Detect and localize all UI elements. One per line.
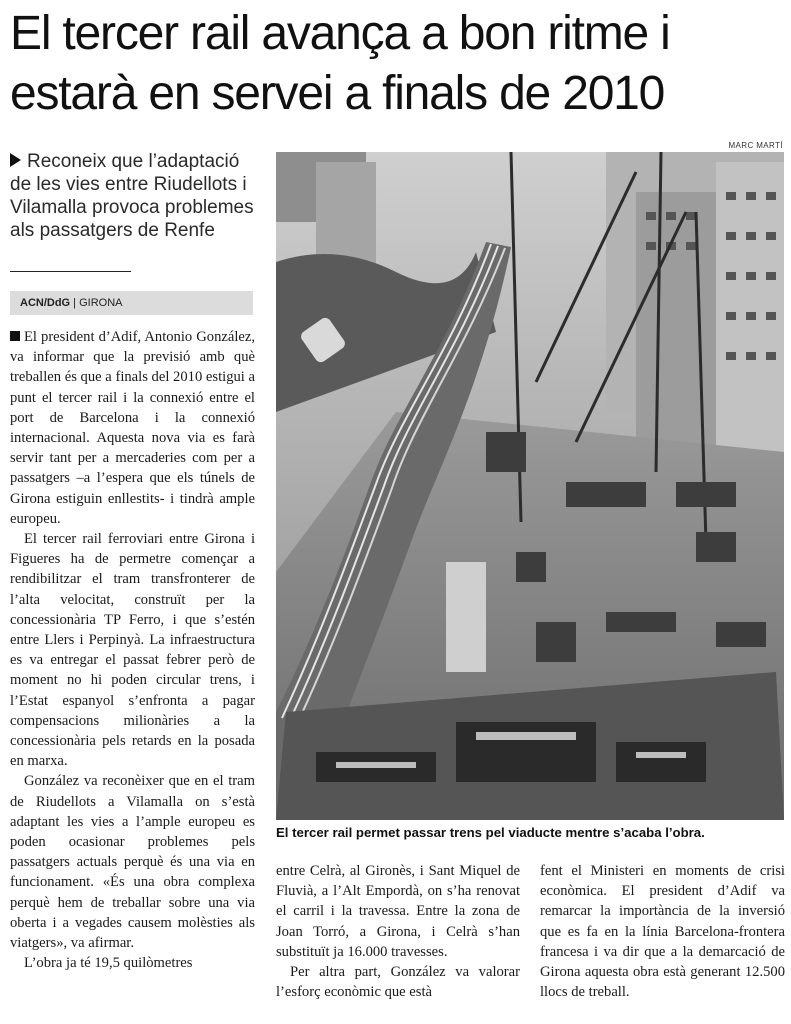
article-column-3 <box>540 861 785 1002</box>
paragraph <box>10 327 255 529</box>
paragraph: fent el Ministeri en moments de crisi econòmica. El president d’Adif va remarcar la importància de la inversió que es fa en la línia Barcelona-frontera francesa i va dir que a la demarcació de Girona aquesta obra està generant 12.500 llocs de treball. <box>540 863 785 1001</box>
byline-agency: ACN/DdG <box>20 297 71 309</box>
paragraph: El tercer rail ferroviari entre Girona i Figueres ha de permetre començar a rendibilitzar el tram transfronterer de l’alta velocitat, construït per la concessionària TP Ferro, i que s’estén entre Llers i Perpinyà. La infraestructura es va entregar el passat febrer però de moment no hi poden circular trens, i l’Estat espanyol s’enfronta a pagar compensacions milionàries a la concessionària pels retards en la posada en marxa. <box>10 531 255 770</box>
photo-caption: El tercer rail permet passar trens pel viaducte mentre s’acaba l’obra. <box>276 825 705 840</box>
byline-place: | GIRONA <box>73 297 123 309</box>
paragraph: entre Celrà, al Gironès, i Sant Miquel de Fluvià, a l’Alt Empordà, on s’ha renovat el carril i la travessa. Entre la zona de Joan Torró, a Girona, i Celrà s’han substituït ja 16.000 travesses. <box>276 863 520 960</box>
subheadline-text: Reconeix que l’adaptació de les vies entre Riudellots i Vilamalla provoca problemes als passatgers de Renfe <box>10 151 254 241</box>
divider <box>10 271 131 272</box>
article-column-1 <box>10 327 255 974</box>
square-bullet-icon <box>10 331 20 341</box>
byline <box>10 291 253 315</box>
paragraph: L’obra ja té 19,5 quilòmetres <box>24 955 193 972</box>
triangle-bullet-icon <box>10 153 21 167</box>
paragraph-text: El president d’Adif, Antonio González, va informar que la previsió amb què treballen és que a finals del 2010 estigui a punt el tercer rail i la connexió entre el port de Barcelona i la connexió internacional. Aquesta nova via es farà servir tant per a mercaderies com per a passatgers –a l’espera que els túnels de Girona estiguin enllestits- i tindrà ample europeu. <box>10 329 255 527</box>
subheadline <box>10 150 258 242</box>
article-column-2 <box>276 861 520 1002</box>
photo-credit: MARC MARTÍ <box>728 141 783 150</box>
paragraph: Per altra part, González va valorar l’esforç econòmic que està <box>276 964 520 1001</box>
headline: El tercer rail avança a bon ritme i estarà en servei a finals de 2010 <box>10 7 670 120</box>
construction-photo <box>276 152 784 820</box>
paragraph: González va reconèixer que en el tram de Riudellots a Vilamalla on s’està adaptant les vies a l’ample europeu es poden ocasionar problemes pels passatgers actuals perquè és una via en funcionament. «És una obra complexa perquè hem de treballar sobre una via oberta i a vegades causem molèsties als viatgers», va afirmar. <box>10 773 255 952</box>
